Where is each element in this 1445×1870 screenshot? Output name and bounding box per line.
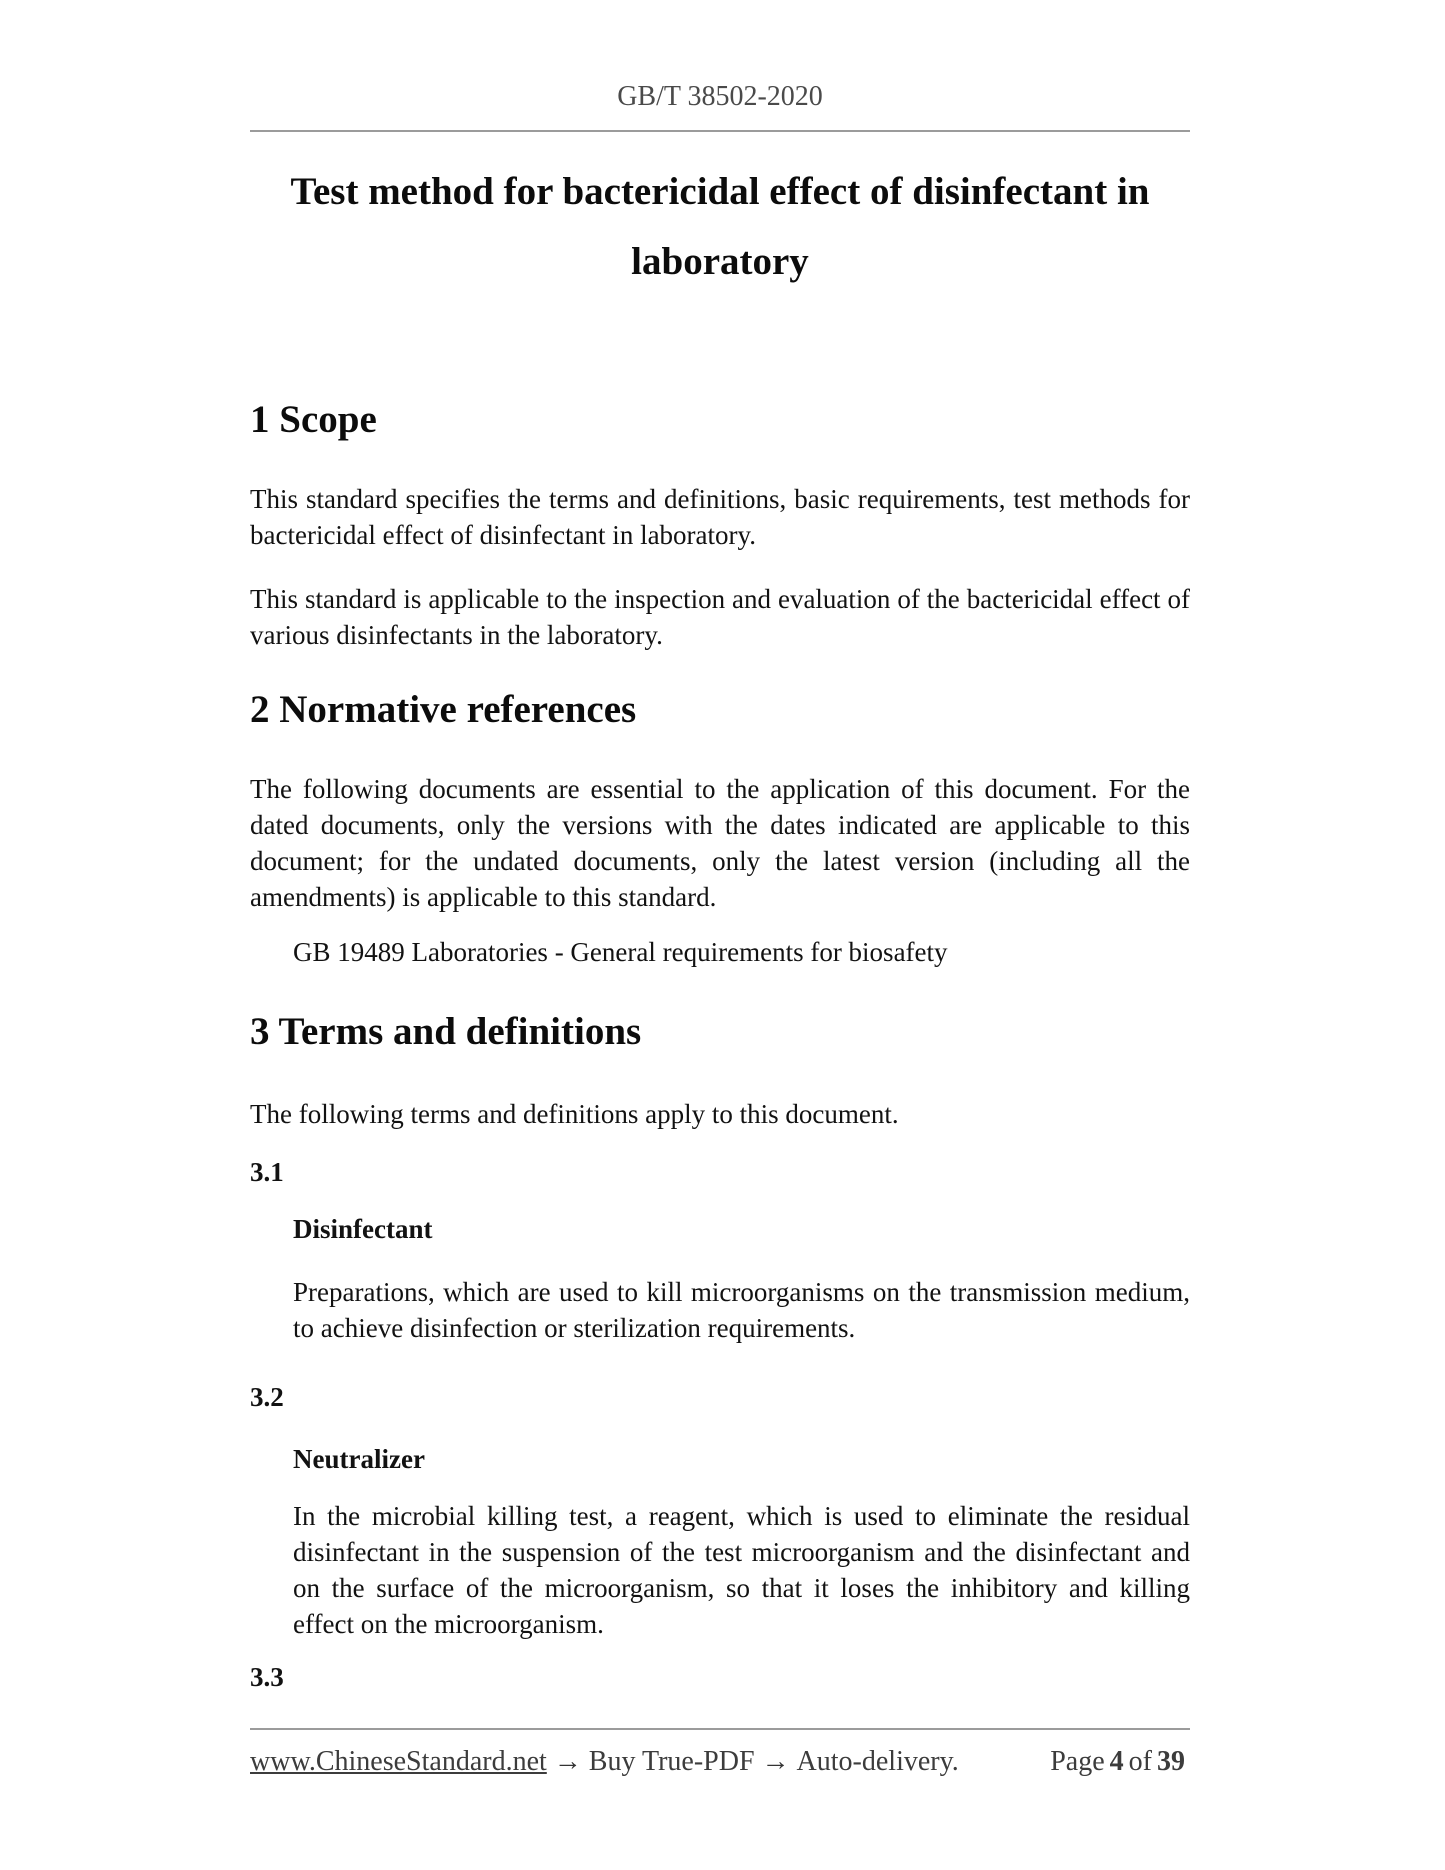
term-definition-neutralizer: In the microbial killing test, a reagent, which is used to eliminate the residual disinfectant in the suspension of the test microorganism and the disinfectant and on the surface of the microorganism, so that it loses the inhibitory and killing effect on the microorganism. <box>293 1501 1190 1639</box>
header-divider <box>250 130 1190 132</box>
term-number-3-3: 3.3 <box>250 1662 284 1692</box>
terms-intro-paragraph: The following terms and definitions apply to this document. <box>250 1099 899 1129</box>
current-page-number: 4 <box>1109 1746 1124 1777</box>
total-page-number: 39 <box>1157 1746 1185 1777</box>
scope-paragraph-1: This standard specifies the terms and definitions, basic requirements, test methods for bactericidal effect of disinfectant in laboratory. <box>250 484 1190 550</box>
scope-paragraph-2: This standard is applicable to the inspection and evaluation of the bactericidal effect of various disinfectants in the laboratory. <box>250 584 1190 650</box>
footer-buy-text: Buy True-PDF <box>588 1746 755 1777</box>
page-indicator <box>1050 1744 1190 1780</box>
section-heading-normative-references: 2 Normative references <box>250 688 637 731</box>
of-label: of <box>1128 1746 1152 1777</box>
term-number-3-1: 3.1 <box>250 1157 284 1187</box>
footer-divider <box>250 1728 1190 1730</box>
right-arrow-icon: → <box>553 1746 582 1777</box>
term-definition-disinfectant: Preparations, which are used to kill microorganisms on the transmission medium, to achieve disinfection or sterilization requirements. <box>293 1277 1190 1343</box>
chinesestandard-link[interactable]: www.ChineseStandard.net <box>250 1746 547 1777</box>
normative-reference-entry: GB 19489 Laboratories - General requirements for biosafety <box>293 937 948 967</box>
right-arrow-icon: → <box>761 1746 790 1777</box>
page-label: Page <box>1050 1746 1105 1777</box>
term-number-3-2: 3.2 <box>250 1382 284 1412</box>
footer-promo <box>250 1744 959 1780</box>
section-heading-terms-definitions: 3 Terms and definitions <box>250 1010 642 1053</box>
normative-references-paragraph: The following documents are essential to the application of this document. For the dated documents, only the versions with the dates indicated are applicable to this document; for the undated documents, only the latest version (including all the amendments) is applicable to this standard. <box>250 774 1190 912</box>
document-title-line-1: Test method for bactericidal effect of disinfectant in <box>290 170 1150 213</box>
standard-code-header: GB/T 38502-2020 <box>617 81 823 112</box>
page-footer <box>250 1744 1190 1780</box>
term-name-neutralizer: Neutralizer <box>293 1444 425 1474</box>
document-title <box>250 157 1190 297</box>
section-heading-scope: 1 Scope <box>250 398 377 441</box>
term-name-disinfectant: Disinfectant <box>293 1214 433 1244</box>
document-title-line-2: laboratory <box>631 240 809 283</box>
footer-delivery-text: Auto-delivery. <box>796 1746 959 1777</box>
